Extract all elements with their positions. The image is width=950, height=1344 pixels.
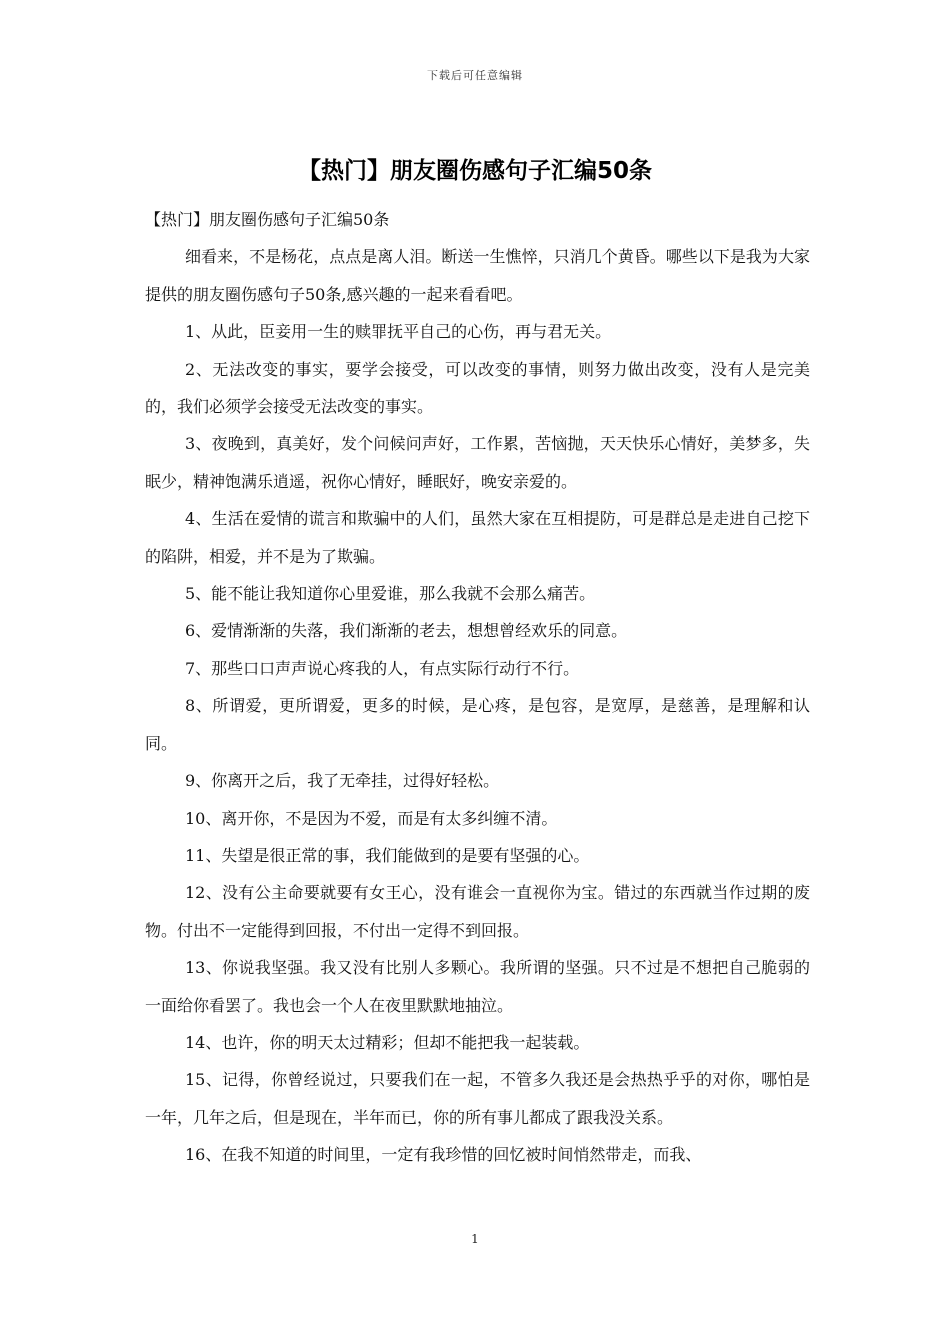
paragraph-item-6: 6、爱情渐渐的失落，我们渐渐的老去，想想曾经欢乐的同意。: [185, 621, 628, 641]
paragraph-item-13: 13、你说我坚强。我又没有比别人多颗心。我所谓的坚强。只不过是不想把自己脆弱的一面给你看罢了。我也会一个人在夜里默默地抽泣。: [145, 958, 810, 1015]
paragraph-item-4: 4、生活在爱情的谎言和欺骗中的人们，虽然大家在互相提防，可是群总是走进自己挖下的陷阱，相爱，并不是为了欺骗。: [145, 509, 810, 566]
page-header-note: 下载后可任意编辑: [427, 69, 523, 82]
document-body: [145, 201, 810, 1174]
paragraph-item-3: 3、夜晚到，真美好，发个问候问声好，工作累，苦恼抛，天天快乐心情好，美梦多，失眠少，精神饱满乐逍遥，祝你心情好，睡眠好，晚安亲爱的。: [145, 434, 810, 491]
paragraph-intro: 细看来，不是杨花，点点是离人泪。断送一生憔悴，只消几个黄昏。哪些以下是我为大家提供的朋友圈伤感句子50条,感兴趣的一起来看看吧。: [145, 247, 810, 304]
paragraph-item-10: 10、离开你，不是因为不爱，而是有太多纠缠不清。: [185, 808, 558, 828]
paragraph-item-14: 14、也许，你的明天太过精彩；但却不能把我一起装载。: [185, 1032, 590, 1052]
paragraph-item-16: 16、在我不知道的时间里，一定有我珍惜的回忆被时间悄然带走，而我、: [185, 1145, 702, 1165]
paragraph-item-7: 7、那些口口声声说心疼我的人，有点实际行动行不行。: [185, 658, 580, 678]
paragraph-item-1: 1、从此，臣妾用一生的赎罪抚平自己的心伤，再与君无关。: [185, 322, 612, 342]
paragraph-item-5: 5、能不能让我知道你心里爱谁，那么我就不会那么痛苦。: [185, 584, 596, 604]
document-subtitle: 【热门】朋友圈伤感句子汇编50条: [145, 210, 390, 229]
paragraph-item-8: 8、所谓爱，更所谓爱，更多的时候，是心疼，是包容，是宽厚，是慈善，是理解和认同。: [145, 696, 810, 753]
paragraph-item-2: 2、无法改变的事实，要学会接受，可以改变的事情，则努力做出改变，没有人是完美的，我们必须学会接受无法改变的事实。: [145, 359, 810, 417]
document-title: 【热门】朋友圈伤感句子汇编50条: [297, 158, 652, 184]
paragraph-item-12: 12、没有公主命要就要有女王心，没有谁会一直视你为宝。错过的东西就当作过期的废物。付出不一定能得到回报，不付出一定得不到回报。: [145, 883, 810, 940]
page-number: 1: [471, 1232, 479, 1246]
paragraph-item-9: 9、你离开之后，我了无牵挂，过得好轻松。: [185, 771, 500, 791]
paragraph-item-11: 11、失望是很正常的事，我们能做到的是要有坚强的心。: [185, 845, 590, 865]
paragraph-item-15: 15、记得，你曾经说过，只要我们在一起，不管多久我还是会热热乎乎的对你，哪怕是一年，几年之后，但是现在，半年而已，你的所有事儿都成了跟我没关系。: [145, 1070, 810, 1127]
